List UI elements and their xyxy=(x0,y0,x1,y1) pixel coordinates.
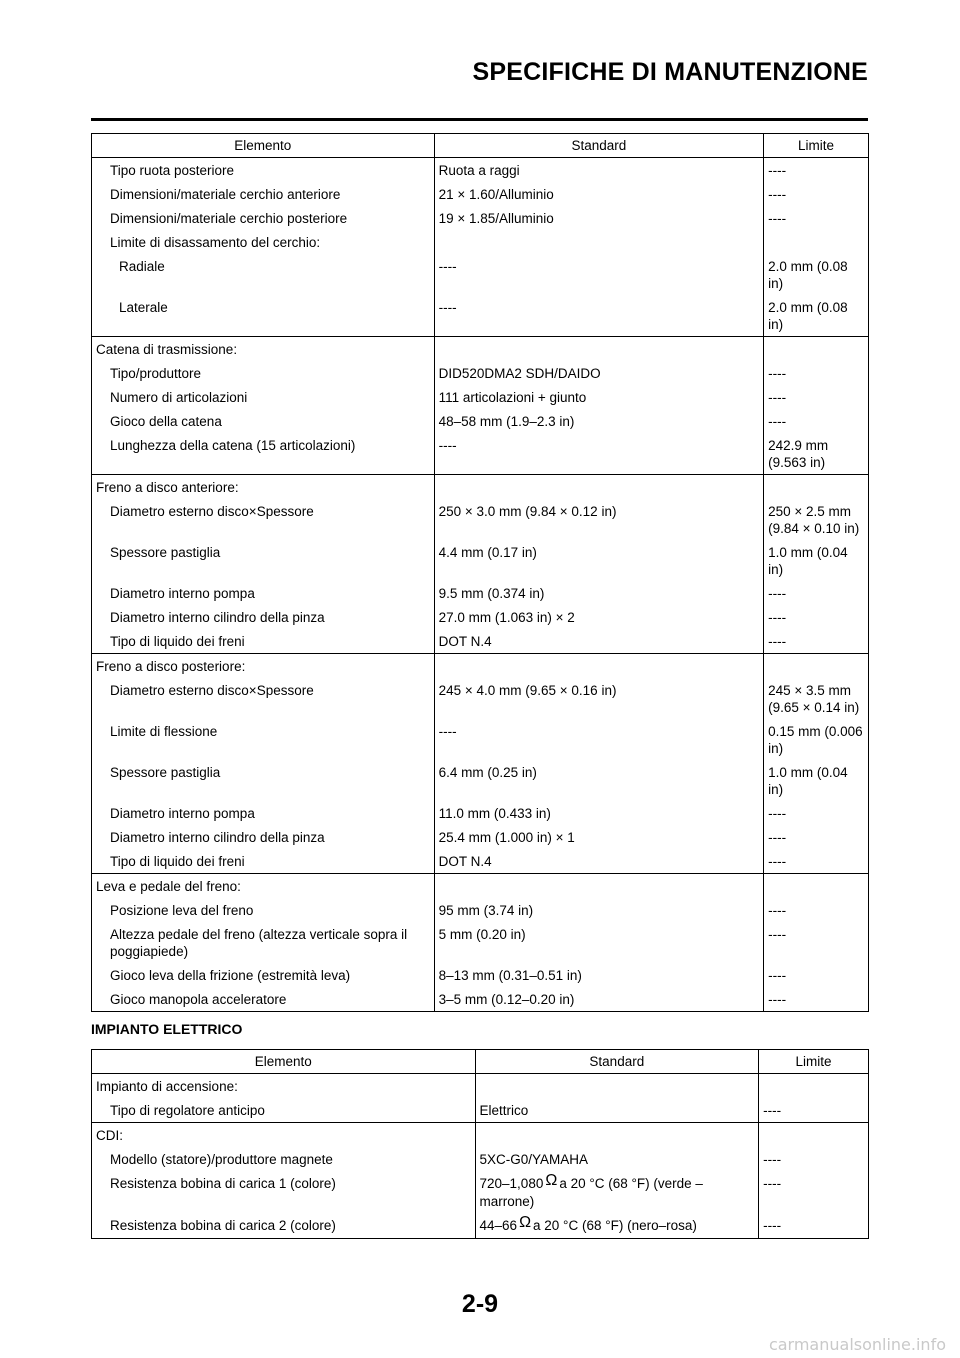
cell-limit: 250 × 2.5 mm (9.84 × 0.10 in) xyxy=(764,499,869,540)
cell-standard xyxy=(475,1171,759,1213)
cell-standard xyxy=(475,1213,759,1239)
table-row xyxy=(92,1147,869,1171)
cell-limit: ---- xyxy=(764,922,869,963)
cell-element: Tipo di regolatore anticipo xyxy=(92,1098,476,1123)
column-header-standard: Standard xyxy=(434,134,764,158)
cell-standard: 9.5 mm (0.374 in) xyxy=(434,581,764,605)
cell-element: Limite di flessione xyxy=(92,719,435,760)
section-heading-electrical: IMPIANTO ELETTRICO xyxy=(91,1021,243,1037)
cell-standard: 27.0 mm (1.063 in) × 2 xyxy=(434,605,764,629)
cell-standard xyxy=(434,874,764,899)
cell-element: Gioco leva della frizione (estremità leva) xyxy=(92,963,435,987)
table-row xyxy=(92,963,869,987)
table-row xyxy=(92,922,869,963)
cell-limit: ---- xyxy=(764,182,869,206)
cell-limit: 2.0 mm (0.08 in) xyxy=(764,254,869,295)
page-number: 2-9 xyxy=(461,1290,499,1318)
cell-limit: ---- xyxy=(759,1213,869,1239)
table-row xyxy=(92,581,869,605)
cell-limit: ---- xyxy=(764,801,869,825)
column-header-standard: Standard xyxy=(475,1050,759,1074)
column-header-limit: Limite xyxy=(759,1050,869,1074)
table-row xyxy=(92,361,869,385)
cell-limit: ---- xyxy=(759,1171,869,1213)
cell-limit: ---- xyxy=(764,629,869,654)
table-row xyxy=(92,678,869,719)
cell-element: Catena di trasmissione: xyxy=(92,337,435,362)
table-row xyxy=(92,719,869,760)
cell-element: Radiale xyxy=(92,254,435,295)
cell-limit: ---- xyxy=(764,158,869,183)
table-row xyxy=(92,409,869,433)
cell-limit xyxy=(764,475,869,500)
cell-element: Gioco manopola acceleratore xyxy=(92,987,435,1012)
cell-standard: 95 mm (3.74 in) xyxy=(434,898,764,922)
table-row xyxy=(92,1171,869,1213)
table-header-row xyxy=(92,1050,869,1074)
table-row xyxy=(92,825,869,849)
cell-standard: Ruota a raggi xyxy=(434,158,764,183)
cell-limit: ---- xyxy=(764,987,869,1012)
table-row xyxy=(92,206,869,230)
cell-standard: ---- xyxy=(434,433,764,475)
table-row xyxy=(92,499,869,540)
table-row xyxy=(92,337,869,362)
cell-element: Diametro interno cilindro della pinza xyxy=(92,825,435,849)
table-row xyxy=(92,760,869,801)
cell-element: Spessore pastiglia xyxy=(92,540,435,581)
cell-standard: 111 articolazioni + giunto xyxy=(434,385,764,409)
electrical-spec-table xyxy=(91,1049,869,1239)
table-row xyxy=(92,629,869,654)
cell-limit: 0.15 mm (0.006 in) xyxy=(764,719,869,760)
cell-element: Dimensioni/materiale cerchio posteriore xyxy=(92,206,435,230)
column-header-element: Elemento xyxy=(92,1050,476,1074)
cell-standard xyxy=(434,654,764,679)
table-body xyxy=(92,1074,869,1239)
cell-element: Freno a disco posteriore: xyxy=(92,654,435,679)
cell-standard: 5XC-G0/YAMAHA xyxy=(475,1147,759,1171)
cell-standard: 250 × 3.0 mm (9.84 × 0.12 in) xyxy=(434,499,764,540)
table-row xyxy=(92,182,869,206)
table-row xyxy=(92,605,869,629)
table-row xyxy=(92,158,869,183)
cell-limit: ---- xyxy=(764,409,869,433)
standard-value: 720–1,080 xyxy=(479,1176,544,1191)
cell-element: Dimensioni/materiale cerchio anteriore xyxy=(92,182,435,206)
cell-standard xyxy=(434,337,764,362)
cell-element: Modello (statore)/produttore magnete xyxy=(92,1147,476,1171)
cell-limit: ---- xyxy=(764,361,869,385)
table-header-row xyxy=(92,134,869,158)
cell-limit: ---- xyxy=(759,1098,869,1123)
standard-condition: a 20 °C (68 °F) (nero–rosa) xyxy=(533,1218,697,1233)
cell-standard: 19 × 1.85/Alluminio xyxy=(434,206,764,230)
cell-limit: ---- xyxy=(764,581,869,605)
cell-limit: ---- xyxy=(764,849,869,874)
cell-limit: ---- xyxy=(764,206,869,230)
cell-standard: 3–5 mm (0.12–0.20 in) xyxy=(434,987,764,1012)
cell-element: Tipo di liquido dei freni xyxy=(92,849,435,874)
table-row xyxy=(92,385,869,409)
cell-element: CDI: xyxy=(92,1123,476,1148)
cell-element: Impianto di accensione: xyxy=(92,1074,476,1099)
cell-limit xyxy=(764,654,869,679)
table-row xyxy=(92,295,869,337)
cell-element: Tipo/produttore xyxy=(92,361,435,385)
cell-standard: Elettrico xyxy=(475,1098,759,1123)
standard-condition: a 20 °C (68 °F) (verde – marrone) xyxy=(479,1176,703,1209)
cell-element: Gioco della catena xyxy=(92,409,435,433)
cell-limit xyxy=(759,1123,869,1148)
cell-element: Tipo ruota posteriore xyxy=(92,158,435,183)
cell-limit xyxy=(764,230,869,254)
table-body xyxy=(92,158,869,1012)
maintenance-spec-table xyxy=(91,133,869,1012)
table-row xyxy=(92,433,869,475)
table-row xyxy=(92,254,869,295)
cell-standard: 6.4 mm (0.25 in) xyxy=(434,760,764,801)
cell-element: Freno a disco anteriore: xyxy=(92,475,435,500)
page-title: SPECIFICHE DI MANUTENZIONE xyxy=(472,58,868,86)
cell-standard: ---- xyxy=(434,295,764,337)
cell-element: Leva e pedale del freno: xyxy=(92,874,435,899)
cell-standard: 11.0 mm (0.433 in) xyxy=(434,801,764,825)
cell-element: Diametro esterno disco×Spessore xyxy=(92,678,435,719)
table-row xyxy=(92,1213,869,1239)
cell-limit: 2.0 mm (0.08 in) xyxy=(764,295,869,337)
cell-element: Lunghezza della catena (15 articolazioni) xyxy=(92,433,435,475)
cell-limit: 242.9 mm (9.563 in) xyxy=(764,433,869,475)
watermark: carmanualsonline.info xyxy=(768,1335,946,1354)
ohm-symbol: Ω xyxy=(519,1214,532,1231)
table-row xyxy=(92,801,869,825)
table-row xyxy=(92,475,869,500)
cell-standard: 48–58 mm (1.9–2.3 in) xyxy=(434,409,764,433)
table-row xyxy=(92,898,869,922)
cell-standard xyxy=(434,475,764,500)
cell-limit: 1.0 mm (0.04 in) xyxy=(764,540,869,581)
table-row xyxy=(92,1098,869,1123)
cell-element: Altezza pedale del freno (altezza verticale sopra il poggiapiede) xyxy=(92,922,435,963)
cell-element: Tipo di liquido dei freni xyxy=(92,629,435,654)
cell-limit xyxy=(759,1074,869,1099)
cell-standard: ---- xyxy=(434,719,764,760)
title-divider xyxy=(91,118,868,121)
cell-element: Resistenza bobina di carica 1 (colore) xyxy=(92,1171,476,1213)
cell-limit: ---- xyxy=(764,898,869,922)
table-row xyxy=(92,230,869,254)
column-header-element: Elemento xyxy=(92,134,435,158)
cell-standard: 8–13 mm (0.31–0.51 in) xyxy=(434,963,764,987)
cell-limit: ---- xyxy=(764,963,869,987)
cell-element: Numero di articolazioni xyxy=(92,385,435,409)
cell-element: Diametro interno pompa xyxy=(92,581,435,605)
cell-element: Diametro interno cilindro della pinza xyxy=(92,605,435,629)
cell-element: Resistenza bobina di carica 2 (colore) xyxy=(92,1213,476,1239)
table-row xyxy=(92,540,869,581)
cell-limit: 1.0 mm (0.04 in) xyxy=(764,760,869,801)
table-row xyxy=(92,654,869,679)
cell-limit: ---- xyxy=(764,825,869,849)
cell-standard: ---- xyxy=(434,254,764,295)
cell-limit: 245 × 3.5 mm (9.65 × 0.14 in) xyxy=(764,678,869,719)
standard-value: 44–66 xyxy=(479,1218,518,1233)
column-header-limit: Limite xyxy=(764,134,869,158)
cell-standard: 4.4 mm (0.17 in) xyxy=(434,540,764,581)
cell-limit xyxy=(764,874,869,899)
table-row xyxy=(92,1123,869,1148)
cell-element: Limite di disassamento del cerchio: xyxy=(92,230,435,254)
cell-limit: ---- xyxy=(764,605,869,629)
cell-element: Diametro interno pompa xyxy=(92,801,435,825)
table-row xyxy=(92,849,869,874)
table-row xyxy=(92,1074,869,1099)
ohm-symbol: Ω xyxy=(545,1172,558,1189)
cell-element: Diametro esterno disco×Spessore xyxy=(92,499,435,540)
cell-standard: 21 × 1.60/Alluminio xyxy=(434,182,764,206)
cell-standard: 25.4 mm (1.000 in) × 1 xyxy=(434,825,764,849)
cell-standard xyxy=(475,1123,759,1148)
cell-limit: ---- xyxy=(764,385,869,409)
cell-element: Posizione leva del freno xyxy=(92,898,435,922)
cell-standard xyxy=(475,1074,759,1099)
cell-standard: DOT N.4 xyxy=(434,849,764,874)
cell-standard: 245 × 4.0 mm (9.65 × 0.16 in) xyxy=(434,678,764,719)
cell-standard: 5 mm (0.20 in) xyxy=(434,922,764,963)
cell-limit xyxy=(764,337,869,362)
cell-standard xyxy=(434,230,764,254)
table-row xyxy=(92,874,869,899)
cell-element: Laterale xyxy=(92,295,435,337)
cell-standard: DID520DMA2 SDH/DAIDO xyxy=(434,361,764,385)
cell-limit: ---- xyxy=(759,1147,869,1171)
cell-standard: DOT N.4 xyxy=(434,629,764,654)
cell-element: Spessore pastiglia xyxy=(92,760,435,801)
table-row xyxy=(92,987,869,1012)
